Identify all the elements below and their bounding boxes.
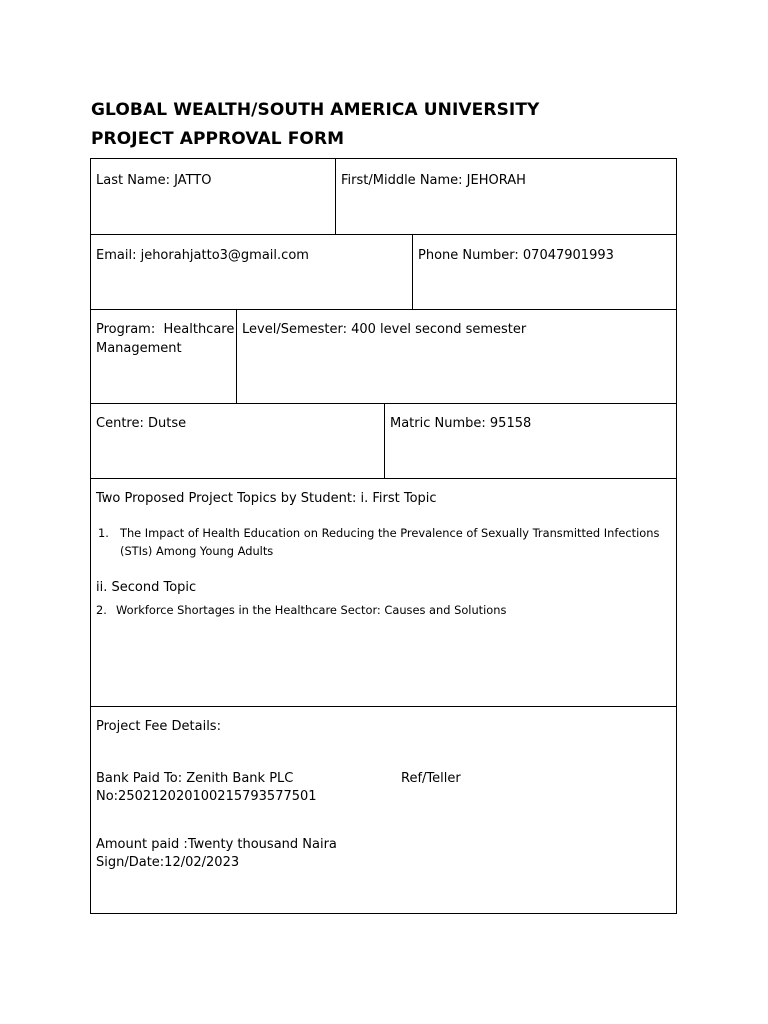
phone-value: Phone Number: 07047901993 xyxy=(418,248,614,263)
topic-2-item xyxy=(96,601,666,619)
program-cell xyxy=(91,310,236,403)
fee-heading: Project Fee Details: xyxy=(96,719,221,734)
university-name: GLOBAL WEALTH/SOUTH AMERICA UNIVERSITY xyxy=(91,100,540,120)
topic-1-text-line2: (STIs) Among Young Adults xyxy=(120,544,274,558)
centre-row xyxy=(91,404,676,479)
form-title: PROJECT APPROVAL FORM xyxy=(91,129,345,149)
matric-cell xyxy=(384,404,676,478)
level-cell xyxy=(236,310,676,403)
program-row xyxy=(91,310,676,404)
topic-2-text: Workforce Shortages in the Healthcare Sector: Causes and Solutions xyxy=(116,603,507,617)
name-row xyxy=(91,159,676,235)
bank-paid-to: Bank Paid To: Zenith Bank PLC xyxy=(96,771,294,786)
topics-heading: Two Proposed Project Topics by Student: i. First Topic xyxy=(96,491,437,506)
topic-1-item xyxy=(96,524,666,560)
second-topic-heading: ii. Second Topic xyxy=(96,580,197,595)
topic-2-number: 2. xyxy=(96,603,107,617)
program-value-line1: Program: Healthcare xyxy=(96,322,235,337)
fee-cell xyxy=(91,707,676,913)
email-value: Email: jehorahjatto3@gmail.com xyxy=(96,248,309,263)
centre-value: Centre: Dutse xyxy=(96,416,187,431)
phone-cell xyxy=(412,235,676,309)
ref-teller-number: No:25021202010021579357750​1 xyxy=(96,789,317,804)
last-name-value: Last Name: JATTO xyxy=(96,173,212,188)
contact-row xyxy=(91,235,676,310)
level-value: Level/Semester: 400 level second semester xyxy=(242,322,527,337)
sign-date: Sign/Date:12/02/2023 xyxy=(96,855,240,870)
first-middle-name-value: First/Middle Name: JEHORAH xyxy=(341,173,526,188)
ref-teller-label: Ref/Teller xyxy=(401,771,461,786)
program-value-line2: Management xyxy=(96,341,182,356)
topic-1-text-line1: The Impact of Health Education on Reducing the Prevalence of Sexually Transmitted Infections xyxy=(120,526,660,540)
topics-cell xyxy=(91,479,676,706)
amount-paid: Amount paid :Twenty thousand Naira xyxy=(96,837,337,852)
centre-cell xyxy=(91,404,384,478)
approval-form-table xyxy=(90,158,677,914)
email-cell xyxy=(91,235,412,309)
topics-row xyxy=(91,479,676,707)
topic-1-number: 1. xyxy=(98,526,109,540)
matric-value: Matric Numbe: 95158 xyxy=(390,416,532,431)
last-name-cell xyxy=(91,159,335,234)
fee-row xyxy=(91,707,676,913)
first-middle-name-cell xyxy=(335,159,676,234)
